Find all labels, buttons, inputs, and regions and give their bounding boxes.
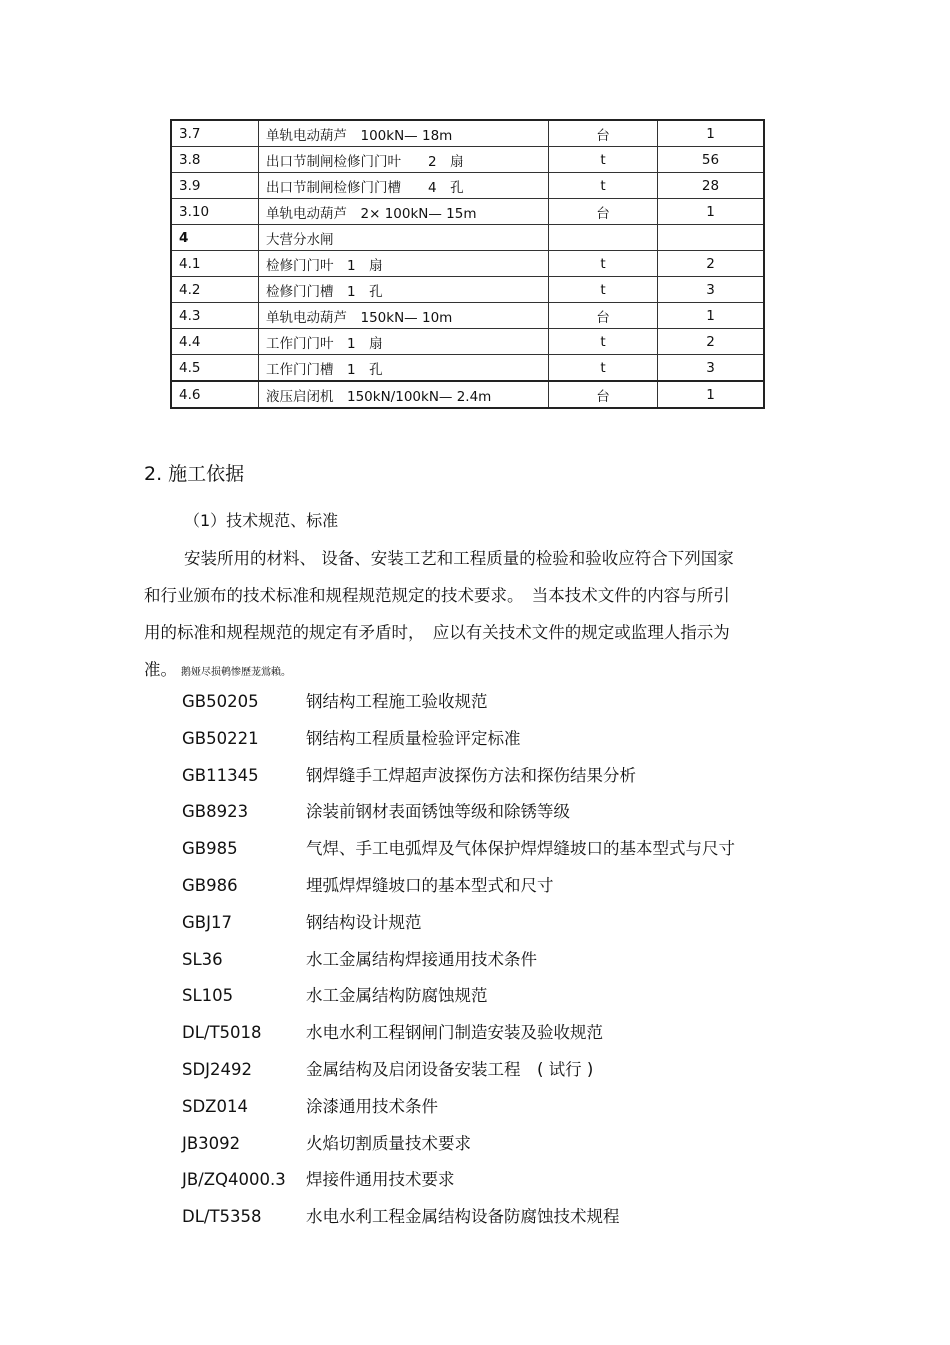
row-item-name: 液压启闭机 150kN/100kN— 2.4m [259, 381, 549, 408]
row-item-name: 大营分水闸 [259, 225, 549, 251]
row-number: 4 [171, 225, 259, 251]
list-item [182, 1202, 802, 1239]
standard-code: SL36 [182, 949, 223, 969]
standard-name: 钢结构工程质量检验评定标准 [306, 728, 521, 748]
standard-code: GB11345 [182, 765, 259, 785]
list-item [182, 797, 802, 834]
row-unit: t [549, 277, 658, 303]
list-item [182, 945, 802, 982]
standard-code: GBJ17 [182, 912, 232, 932]
standard-name: 金属结构及启闭设备安装工程 ( 试行 ) [306, 1059, 594, 1079]
paragraph-line: 安装所用的材料、 设备、安装工艺和工程质量的检验和验收应符合下列国家 [184, 549, 734, 568]
row-number: 3.7 [171, 120, 259, 147]
row-item-name: 单轨电动葫芦 2× 100kN— 15m [259, 199, 549, 225]
list-item [182, 981, 802, 1018]
row-unit: t [549, 147, 658, 173]
row-unit: t [549, 251, 658, 277]
list-item [182, 724, 802, 761]
standard-name: 涂漆通用技术条件 [306, 1096, 438, 1116]
standard-code: SL105 [182, 986, 234, 1006]
table-row [171, 329, 764, 355]
row-quantity: 56 [658, 147, 765, 173]
row-unit: 台 [549, 120, 658, 147]
list-item [182, 1165, 802, 1202]
row-item-name: 工作门门槽 1 孔 [259, 355, 549, 382]
list-item [182, 1092, 802, 1129]
row-number: 4.4 [171, 329, 259, 355]
row-quantity: 2 [658, 251, 765, 277]
standard-code: SDZ014 [182, 1096, 248, 1116]
row-unit [549, 225, 658, 251]
list-item [182, 687, 802, 724]
paragraph-last-line [144, 651, 794, 691]
standard-name: 火焰切割质量技术要求 [306, 1133, 471, 1153]
subsection-heading: （1）技术规范、标准 [184, 511, 339, 530]
section-heading: 2. 施工依据 [144, 463, 245, 485]
standard-code: DL/T5358 [182, 1207, 262, 1227]
table-row [171, 277, 764, 303]
row-quantity: 3 [658, 355, 765, 382]
table-row [171, 381, 764, 408]
standard-code: GB8923 [182, 802, 249, 822]
standard-code: JB/ZQ4000.3 [182, 1170, 286, 1190]
row-quantity: 1 [658, 120, 765, 147]
row-number: 4.5 [171, 355, 259, 382]
paragraph-line-text: 准。 [144, 660, 177, 679]
standard-name: 钢焊缝手工焊超声波探伤方法和探伤结果分析 [306, 765, 636, 785]
row-item-name: 检修门门叶 1 扇 [259, 251, 549, 277]
table-row [171, 147, 764, 173]
table-row [171, 251, 764, 277]
standards-list [182, 687, 802, 1239]
body-paragraph [144, 540, 794, 691]
table-row [171, 120, 764, 147]
list-item [182, 1055, 802, 1092]
standard-name: 埋弧焊焊缝坡口的基本型式和尺寸 [306, 875, 554, 895]
table-row [171, 199, 764, 225]
standard-name: 涂装前钢材表面锈蚀等级和除锈等级 [306, 802, 570, 822]
row-number: 3.10 [171, 199, 259, 225]
row-number: 4.1 [171, 251, 259, 277]
row-number: 4.3 [171, 303, 259, 329]
list-item [182, 1018, 802, 1055]
row-quantity: 1 [658, 303, 765, 329]
standard-code: GB50221 [182, 728, 259, 748]
row-number: 4.6 [171, 381, 259, 408]
row-item-name: 单轨电动葫芦 100kN— 18m [259, 120, 549, 147]
row-quantity: 28 [658, 173, 765, 199]
row-item-name: 检修门门槽 1 孔 [259, 277, 549, 303]
row-unit: 台 [549, 199, 658, 225]
table-row [171, 173, 764, 199]
table-row [171, 303, 764, 329]
row-item-name: 出口节制闸检修门门叶 2 扇 [259, 147, 549, 173]
row-item-name: 单轨电动葫芦 150kN— 10m [259, 303, 549, 329]
row-number: 3.9 [171, 173, 259, 199]
row-unit: t [549, 173, 658, 199]
row-unit: t [549, 355, 658, 382]
standard-name: 水电水利工程钢闸门制造安装及验收规范 [306, 1023, 603, 1043]
row-number: 4.2 [171, 277, 259, 303]
list-item [182, 908, 802, 945]
paragraph-line: 用的标准和规程规范的规定有矛盾时， 应以有关技术文件的规定或监理人指示为 [144, 623, 730, 642]
standard-name: 焊接件通用技术要求 [306, 1170, 455, 1190]
table-group-row [171, 225, 764, 251]
list-item [182, 761, 802, 798]
standard-code: GB986 [182, 875, 238, 895]
list-item [182, 834, 802, 871]
row-unit: 台 [549, 303, 658, 329]
paragraph-line: 和行业颁布的技术标准和规程规范规定的技术要求。 当本技术文件的内容与所引 [144, 586, 730, 605]
standard-name: 水电水利工程金属结构设备防腐蚀技术规程 [306, 1207, 620, 1227]
row-quantity [658, 225, 765, 251]
garbled-text: 鹅娅尽损鹌惨歷茏鴬賴。 [181, 667, 291, 678]
standard-name: 水工金属结构焊接通用技术条件 [306, 949, 537, 969]
row-quantity: 2 [658, 329, 765, 355]
standard-code: SDJ2492 [182, 1059, 253, 1079]
row-item-name: 工作门门叶 1 扇 [259, 329, 549, 355]
standard-name: 钢结构工程施工验收规范 [306, 692, 488, 711]
row-unit: 台 [549, 381, 658, 408]
standard-name: 气焊、手工电弧焊及气体保护焊焊缝坡口的基本型式与尺寸 [306, 839, 735, 859]
equipment-table [170, 119, 765, 409]
row-quantity: 3 [658, 277, 765, 303]
standard-code: DL/T5018 [182, 1023, 262, 1043]
standard-code: GB985 [182, 839, 238, 859]
standard-code: JB3092 [182, 1133, 241, 1153]
row-number: 3.8 [171, 147, 259, 173]
row-quantity: 1 [658, 199, 765, 225]
row-quantity: 1 [658, 381, 765, 408]
standard-name: 水工金属结构防腐蚀规范 [306, 986, 488, 1006]
row-item-name: 出口节制闸检修门门槽 4 孔 [259, 173, 549, 199]
standard-code: GB50205 [182, 692, 259, 711]
list-item [182, 871, 802, 908]
table-row [171, 355, 764, 382]
standard-name: 钢结构设计规范 [306, 912, 422, 932]
list-item [182, 1129, 802, 1166]
row-unit: t [549, 329, 658, 355]
